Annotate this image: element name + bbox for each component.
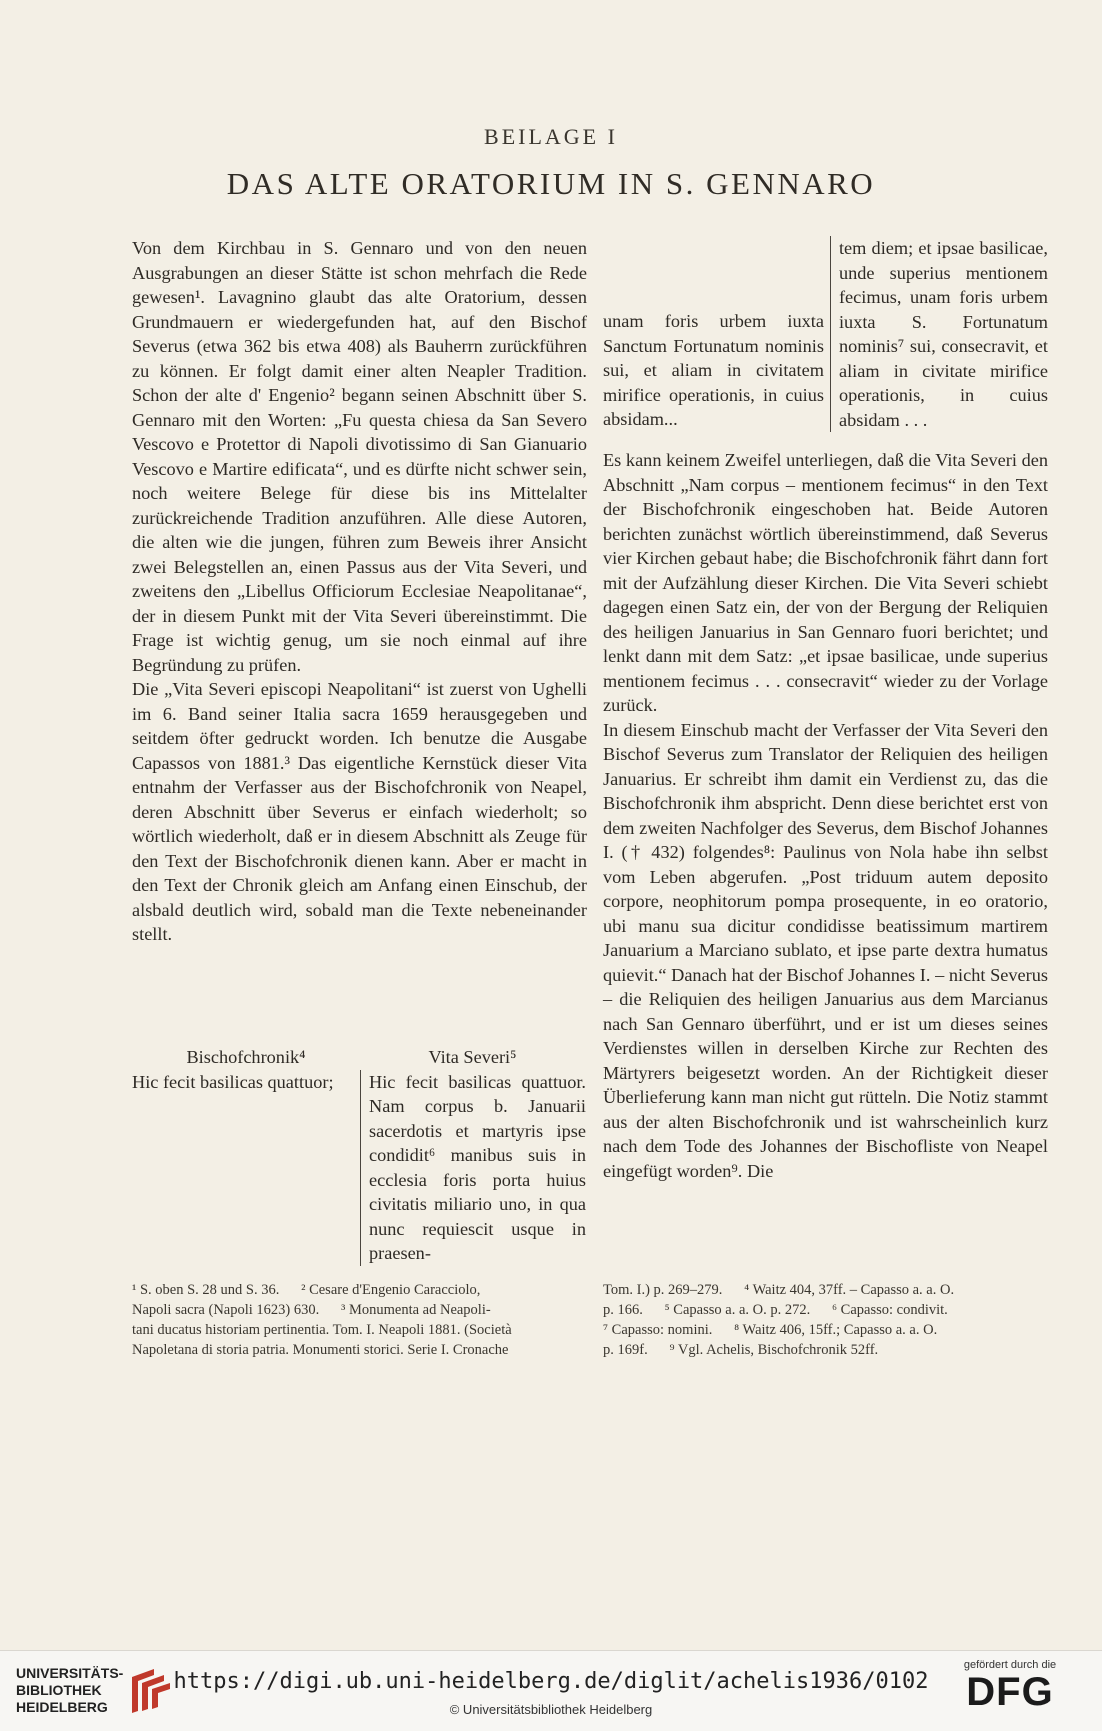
left-paragraph-1: Von dem Kirchbau in S. Gennaro und von den neuen Ausgrabungen an dieser Stätte ist schon mehrfach die Rede gewesen¹. Lavagnino glaubt das alte Oratorium, dessen Grundmauern er wiedergefunden hat, auf den Bischof Severus (etwa 362 bis etwa 408) als Bauherrn zurückführen zu können. Er folgt damit einer alten Neapler Tradition. Schon der alte d' Engenio² begann seinen Abschnitt über S. Gennaro mit den Worten: „Fu questa chiesa da San Severo Vescovo e Protettor di Napoli divotissimo di San Gianuario Vescovo e Martire edificata“, und es dürfte nicht schwer sein, noch weitere Belege für diese bis ins Mittelalter zurückreichende Tradition anzuführen. Alle diese Autoren, die alten wie die jungen, führen zum Beweis ihrer Ansicht zwei Belegstellen an, einen Passus aus der Vita Severi, und zweitens den „Libellus Officiorum Ecclesiae Neapolitanae“, der in diesem Punkt mit der Vita Severi übereinstimmt. Die Frage ist wichtig genug, um sie noch einmal auf ihre Begründung zu prüfen. <box>132 238 587 675</box>
right-column <box>603 448 1048 1183</box>
copyright-notice: © Universitätsbibliothek Heidelberg <box>449 1702 653 1717</box>
synopsis-vita-continuation: tem diem; et ipsae basilicae, unde superius mentionem fecimus, unam foris urbem iuxta S. Fortunatum nominis⁷ sui, consecravit, et aliam in civitate mirifice operationis, in cuius absidam . . . <box>830 236 1048 432</box>
footnote-line: ⁷ Capasso: nomini. ⁸ Waitz 406, 15ff.; Capasso a. a. O. <box>603 1322 938 1338</box>
synopsis-header-vita: Vita Severi⁵ <box>428 1047 517 1067</box>
footnotes-left <box>132 1280 587 1360</box>
synopsis-chronik-text: Hic fecit basilicas quattuor; <box>132 1071 334 1092</box>
dfg-caption: gefördert durch die <box>963 1659 1057 1671</box>
synopsis-vita-text: Hic fecit basilicas quattuor. Nam corpus b. Januarii sacerdotis et martyris ipse condidit⁶ manibus suis in ecclesia foris porta huius civitatis miliario uno, in qua nunc requiescit usque in praesen- <box>360 1070 586 1266</box>
synopsis-continuation <box>603 236 1048 432</box>
page-title: DAS ALTE ORATORIUM IN S. GENNARO <box>226 166 876 201</box>
logo-line-3: HEIDELBERG <box>16 1699 108 1715</box>
footnote-line: Napoli sacra (Napoli 1623) 630. ³ Monumenta ad Neapoli- <box>132 1302 491 1318</box>
synopsis-table <box>132 1045 587 1266</box>
permalink-url[interactable]: https://digi.ub.uni-heidelberg.de/diglit/achelis1936/0102 <box>173 1669 929 1694</box>
footnote-line: p. 169f. ⁹ Vgl. Achelis, Bischofchronik 52ff. <box>603 1342 879 1358</box>
appendix-kicker: BEILAGE I <box>484 124 618 149</box>
viewer-footer <box>0 1650 1102 1731</box>
footnotes-right <box>603 1280 1048 1360</box>
left-column <box>132 236 587 947</box>
dfg-wordmark: DFG <box>966 1670 1054 1714</box>
footnote-line: ¹ S. oben S. 28 und S. 36. ² Cesare d'Engenio Caracciolo, <box>132 1282 481 1298</box>
footnote-line: Tom. I.) p. 269–279. ⁴ Waitz 404, 37ff. – Capasso a. a. O. <box>603 1282 955 1298</box>
logo-line-2: BIBLIOTHEK <box>16 1682 102 1698</box>
footnote-line: tani ducatus historiam pertinentia. Tom. I. Neapoli 1881. (Società <box>132 1322 512 1338</box>
right-paragraph-2: In diesem Einschub macht der Verfasser der Vita Severi den Bischof Severus zum Translator der Reliquien des heiligen Januarius. Er schreibt ihm damit ein Verdienst zu, das die Bischofchronik ihm abspricht. Denn diese berichtet erst von dem zweiten Nachfolger des Severus, dem Bischof Johannes I. († 432) folgendes⁸: Paulinus von Nola habe ihn selbst vom Leben abgerufen. „Post triduum autem deposito corpore, neophitorum pompa prosequente, in eo oratorio, ubi manu sua dicitur condidisse beatissimum martirem Januarium a Marciano sublato, et ipse parte dextra humatus quievit.“ Danach hat der Bischof Johannes I. – nicht Severus – die Reliquien des heiligen Januarius aus dem Marcianus nach San Gennaro überführt, und er ist um dieses seines Verdienstes willen in derselben Kirche zur Rechten des Märtyrers beigesetzt worden. An der Richtigkeit dieser Überlieferung kann man nicht gut rütteln. Die Notiz stammt aus der alten Bischofchronik und ist wahrscheinlich kurz nach dem Tode des Johannes der Bischofliste von Neapel eingefügt worden⁹. Die <box>603 719 1048 1181</box>
logo-line-1: UNIVERSITÄTS- <box>16 1665 124 1681</box>
footnote-line: Napoletana di storia patria. Monumenti storici. Serie I. Cronache <box>132 1342 509 1358</box>
footnote-line: p. 166. ⁵ Capasso a. a. O. p. 272. ⁶ Capasso: condivit. <box>603 1302 948 1318</box>
synopsis-header-chronik: Bischofchronik⁴ <box>186 1047 306 1067</box>
synopsis-chronik-continuation: unam foris urbem iuxta Sanctum Fortunatum nominis sui, et aliam in civitatem mirifice operationis, in cuius absidam... <box>603 311 824 429</box>
dfg-logo[interactable] <box>958 1659 1062 1713</box>
right-paragraph-1: Es kann keinem Zweifel unterliegen, daß die Vita Severi den Abschnitt „Nam corpus – mentionem fecimus“ in den Text der Bischofchronik eingeschoben hat. Beide Autoren berichten zunächst wörtlich übereinstimmend, daß Severus vier Kirchen gebaut habe; die Bischofchronik fährt dann fort mit der Aufzählung dieser Kirchen. Die Vita Severi schiebt dagegen einen Satz ein, der von der Bergung der Reliquien des heiligen Januarius in San Gennaro fuori berichtet; und lenkt dann mit dem Satz: „et ipsae basilicae, unde superius mentionem fecimus . . . consecravit“ wieder zu der Vorlage zurück. <box>603 450 1048 715</box>
left-paragraph-2: Die „Vita Severi episcopi Neapolitani“ ist zuerst von Ughelli im 6. Band seiner Italia sacra 1659 herausgegeben und seitdem öfter gedruckt worden. Ich benutze die Ausgabe Capassos von 1881.³ Das eigentliche Kernstück dieser Vita entnahm der Verfasser aus der Bischofchronik von Neapel, deren Abschnitt über Severus er einfach wiederholt; so wörtlich wiederholt, daß er in diesem Abschnitt als Zeuge für den Text der Bischofchronik dienen kann. Aber er macht in den Text der Chronik gleich am Anfang einen Einschub, der alsbald deutlich wird, sobald man die Texte nebeneinander stellt. <box>132 679 587 944</box>
